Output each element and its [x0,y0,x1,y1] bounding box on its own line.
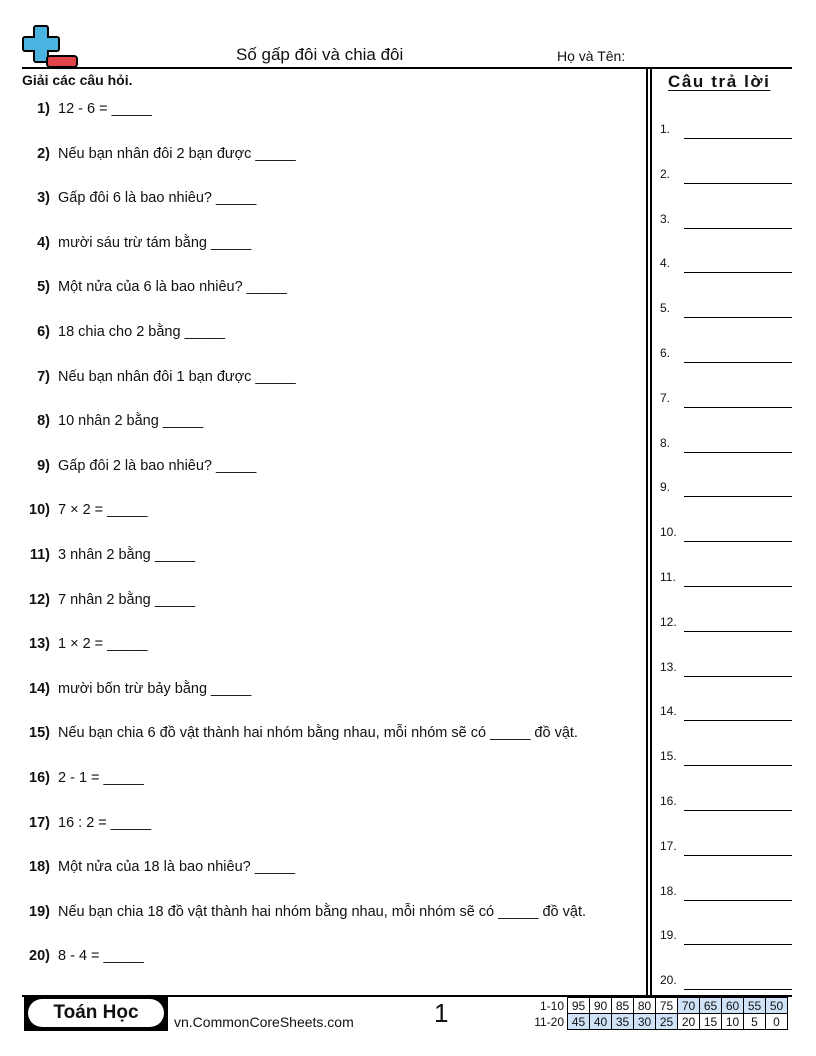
answer-blank-line[interactable] [684,586,792,587]
score-cell: 25 [656,1014,678,1030]
question-item [0,725,578,741]
answer-number: 5. [660,301,671,316]
score-cell: 65 [700,998,722,1014]
answer-number: 8. [660,435,671,450]
column-divider [650,68,652,995]
score-cell: 90 [590,998,612,1014]
question-item [0,458,256,474]
answer-number: 1. [660,122,671,136]
question-text: Một nửa của 6 là bao nhiêu? _____ [58,279,287,296]
question-item [0,770,144,786]
question-text: mười sáu trừ tám bằng _____ [58,234,252,251]
question-number: 2) [37,145,50,162]
answer-blank-line[interactable] [684,720,792,721]
answer-blank-line[interactable] [684,989,792,990]
answer-blank-line[interactable] [684,810,792,811]
score-cell: 70 [678,998,700,1014]
score-cell: 75 [656,998,678,1014]
name-field-label: Họ và Tên: [557,48,626,64]
question-number: 3) [37,190,50,207]
answer-blank-line[interactable] [684,900,792,901]
question-text: 10 nhân 2 bằng _____ [58,413,204,430]
answer-blank-line[interactable] [684,765,792,766]
answer-blank-line[interactable] [684,855,792,856]
question-item [0,190,256,206]
answer-blank-line[interactable] [684,541,792,542]
score-row [524,998,788,1014]
question-item [0,815,151,831]
score-cell: 95 [568,998,590,1014]
question-number: 1) [37,101,50,117]
question-item [0,146,296,162]
question-number: 17) [29,814,50,831]
score-row [524,1014,788,1030]
answer-number: 13. [660,659,677,674]
question-item [0,904,586,920]
question-text: Nếu bạn nhân đôi 1 bạn được _____ [58,368,296,385]
question-number: 11) [29,547,50,563]
answer-blank-line[interactable] [684,183,792,184]
question-item [0,101,152,117]
question-text: Nếu bạn chia 18 đồ vật thành hai nhóm bằng nhau, mỗi nhóm sẽ có _____ đồ vật. [58,903,587,920]
answer-number: 18. [660,883,677,898]
question-item [0,592,195,608]
score-cell: 45 [568,1014,590,1030]
score-cell: 85 [612,998,634,1014]
question-number: 16) [29,770,50,786]
score-cell: 55 [744,998,766,1014]
question-number: 20) [29,948,50,965]
answer-number: 2. [660,166,671,181]
question-text: mười bốn trừ bảy bằng _____ [58,680,252,697]
score-cell: 0 [766,1014,788,1030]
question-text: 7 nhân 2 bằng _____ [58,591,196,608]
answer-blank-line[interactable] [684,452,792,453]
question-number: 12) [29,591,50,608]
score-cell: 40 [590,1014,612,1030]
score-cell: 10 [722,1014,744,1030]
answer-number: 16. [660,794,677,808]
page-number: 1 [434,998,449,1028]
answer-number: 9. [660,480,671,495]
question-text: Gấp đôi 6 là bao nhiêu? _____ [58,190,257,207]
answer-number: 14. [660,704,677,719]
answer-blank-line[interactable] [684,631,792,632]
answer-number: 11. [660,570,676,584]
question-text: Nếu bạn nhân đôi 2 bạn được _____ [58,145,296,162]
question-number: 15) [29,725,50,742]
answer-number: 7. [660,390,671,405]
question-item [0,948,144,964]
answer-number: 12. [660,614,677,629]
question-item [0,369,296,385]
question-item [0,324,225,340]
question-text: 3 nhân 2 bằng _____ [58,547,196,563]
question-text: 16 : 2 = _____ [58,814,152,831]
question-number: 14) [29,680,50,697]
question-number: 7) [37,368,50,385]
question-item [0,681,251,697]
question-number: 19) [29,903,50,920]
question-item [0,636,148,652]
question-number: 18) [29,859,50,876]
answer-blank-line[interactable] [684,138,792,139]
score-cell: 15 [700,1014,722,1030]
answer-number: 20. [660,973,677,988]
answer-number: 4. [660,256,671,271]
question-number: 4) [37,234,50,251]
answer-number: 10. [660,525,677,540]
question-text: 2 - 1 = _____ [58,770,144,786]
question-number: 13) [29,636,50,653]
score-cell: 5 [744,1014,766,1030]
answer-number: 17. [660,838,677,853]
column-divider [646,68,648,995]
answer-blank-line[interactable] [684,228,792,229]
score-row-label: 1-10 [539,998,564,1013]
instructions: Giải các câu hỏi. [22,72,133,88]
question-text: Nếu bạn chia 6 đồ vật thành hai nhóm bằng nhau, mỗi nhóm sẽ có _____ đồ vật. [58,725,578,742]
answer-blank-line[interactable] [684,496,792,497]
question-text: 1 × 2 = _____ [58,636,148,653]
question-item [0,279,287,295]
question-item [0,235,251,251]
worksheet-title: Số gấp đôi và chia đôi [236,45,404,64]
question-number: 5) [37,279,50,296]
answer-blank-line[interactable] [684,272,792,273]
answer-blank-line[interactable] [684,317,792,318]
question-item [0,859,295,875]
question-item [0,502,148,518]
question-text: 7 × 2 = _____ [58,502,148,519]
score-cell: 60 [722,998,744,1014]
question-item [0,413,203,429]
brand-label: Toán Học [28,999,164,1027]
question-text: Gấp đôi 2 là bao nhiêu? _____ [58,457,257,474]
question-text: 12 - 6 = _____ [58,101,152,117]
site-url: vn.CommonCoreSheets.com [174,1014,354,1030]
answer-blank-line[interactable] [684,407,792,408]
question-item [0,547,195,563]
score-cell: 20 [678,1014,700,1030]
score-table [524,997,788,1030]
answer-number: 15. [660,749,677,764]
score-cell: 30 [634,1014,656,1030]
answer-number: 6. [660,346,671,360]
answers-title: Câu trả lời [668,72,771,91]
score-cell: 35 [612,1014,634,1030]
plus-minus-logo-icon [22,24,80,68]
answer-number: 3. [660,211,671,226]
question-number: 8) [37,413,50,430]
question-number: 6) [37,324,50,340]
score-cell: 80 [634,998,656,1014]
score-cell: 50 [766,998,788,1014]
question-text: 18 chia cho 2 bằng _____ [58,324,225,340]
score-row-label: 11-20 [534,1014,564,1029]
answer-blank-line[interactable] [684,362,792,363]
question-number: 10) [29,502,50,519]
answer-blank-line[interactable] [684,944,792,945]
question-number: 9) [37,457,50,474]
question-text: 8 - 4 = _____ [58,948,144,965]
answer-number: 19. [660,928,677,943]
answer-blank-line[interactable] [684,676,792,677]
question-text: Một nửa của 18 là bao nhiêu? _____ [58,859,296,876]
header-divider [22,67,792,69]
